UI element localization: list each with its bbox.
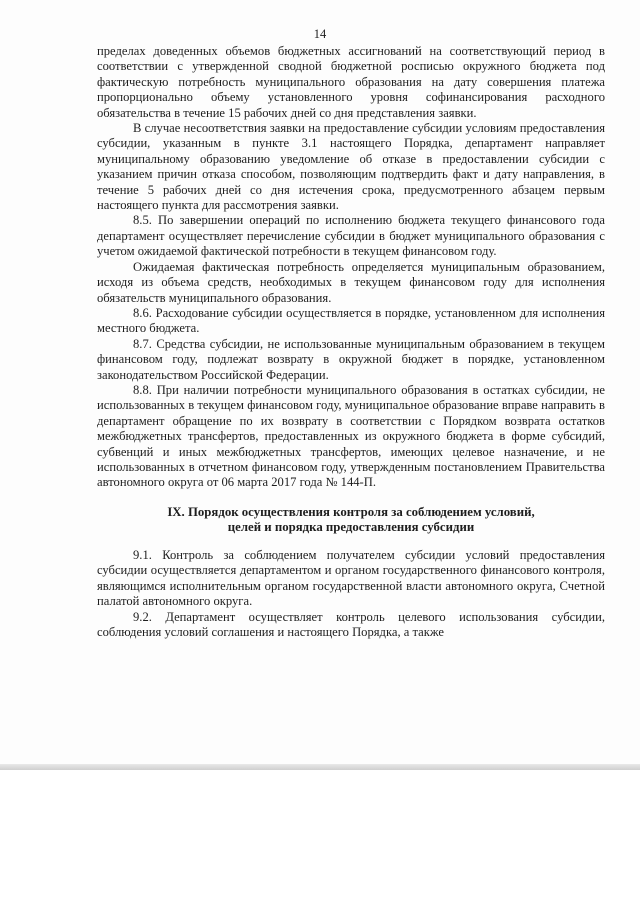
scan-bottom-edge (0, 764, 640, 770)
paragraph-8-7: 8.7. Средства субсидии, не использованные муниципальным образованием в текущем финансовом году, подлежат возврату в окружной бюджет в порядке, установленном законодательством Российской Федерации. (97, 336, 605, 382)
paragraph-8-6: 8.6. Расходование субсидии осуществляется в порядке, установленном для исполнения местного бюджета. (97, 305, 605, 336)
section-heading (97, 505, 605, 536)
paragraph-expected-need: Ожидаемая фактическая потребность определяется муниципальным образованием, исходя из объема средств, необходимых в текущем финансовом году для исполнения обязательств муниципального образования. (97, 259, 605, 305)
page-number: 14 (313, 27, 327, 41)
paragraph-continuation: пределах доведенных объемов бюджетных ассигнований на соответствующий период в соответствии с утвержденной сводной бюджетной росписью окружного бюджета под фактическую потребность муниципального образования на дату совершения платежа пропорционально объему установленного уровня софинансирования расходного обязательства в течение 15 рабочих дней со дня представления заявки. (97, 44, 605, 120)
section-heading-line-1: IX. Порядок осуществления контроля за соблюдением условий, (167, 504, 535, 519)
paragraph-9-1: 9.1. Контроль за соблюдением получателем субсидии условий предоставления субсидии осуществляется департаментом и органом государственного финансового контроля, являющимся исполнительным органом государственной власти автономного округа, Счетной палатой автономного округа. (97, 547, 605, 609)
paragraph-8-8: 8.8. При наличии потребности муниципального образования в остатках субсидии, не использованных в текущем финансовом году, муниципальное образование вправе направить в департамент обращение по их возврату в соответствии с Порядком возврата остатков межбюджетных трансфертов, предоставленных из окружного бюджета в форме субсидий, субвенций и иных межбюджетных трансфертов, имеющих целевое назначение, и не использованных в отчетном финансовом году, утвержденным постановлением Правительства автономного округа от 06 марта 2017 года № 144-П. (97, 382, 605, 490)
paragraph-refusal: В случае несоответствия заявки на предоставление субсидии условиям предоставления субсидии, указанным в пункте 3.1 настоящего Порядка, департамент направляет муниципальному образованию уведомление об отказе в предоставлении субсидии с указанием причин отказа способом, позволяющим подтвердить факт и дату направления, в течение 5 рабочих дней со дня истечения срока, предусмотренного абзацем первым настоящего пункта для рассмотрения заявки. (97, 121, 605, 213)
document-body (97, 44, 605, 640)
paragraph-9-2: 9.2. Департамент осуществляет контроль целевого использования субсидии, соблюдения условий соглашения и настоящего Порядка, а также (97, 609, 605, 639)
section-heading-line-2: целей и порядка предоставления субсидии (227, 520, 475, 535)
paragraph-8-5: 8.5. По завершении операций по исполнению бюджета текущего финансового года департамент осуществляет перечисление субсидии в бюджет муниципального образования с учетом ожидаемой фактической потребности в текущем финансовом году. (97, 213, 605, 259)
